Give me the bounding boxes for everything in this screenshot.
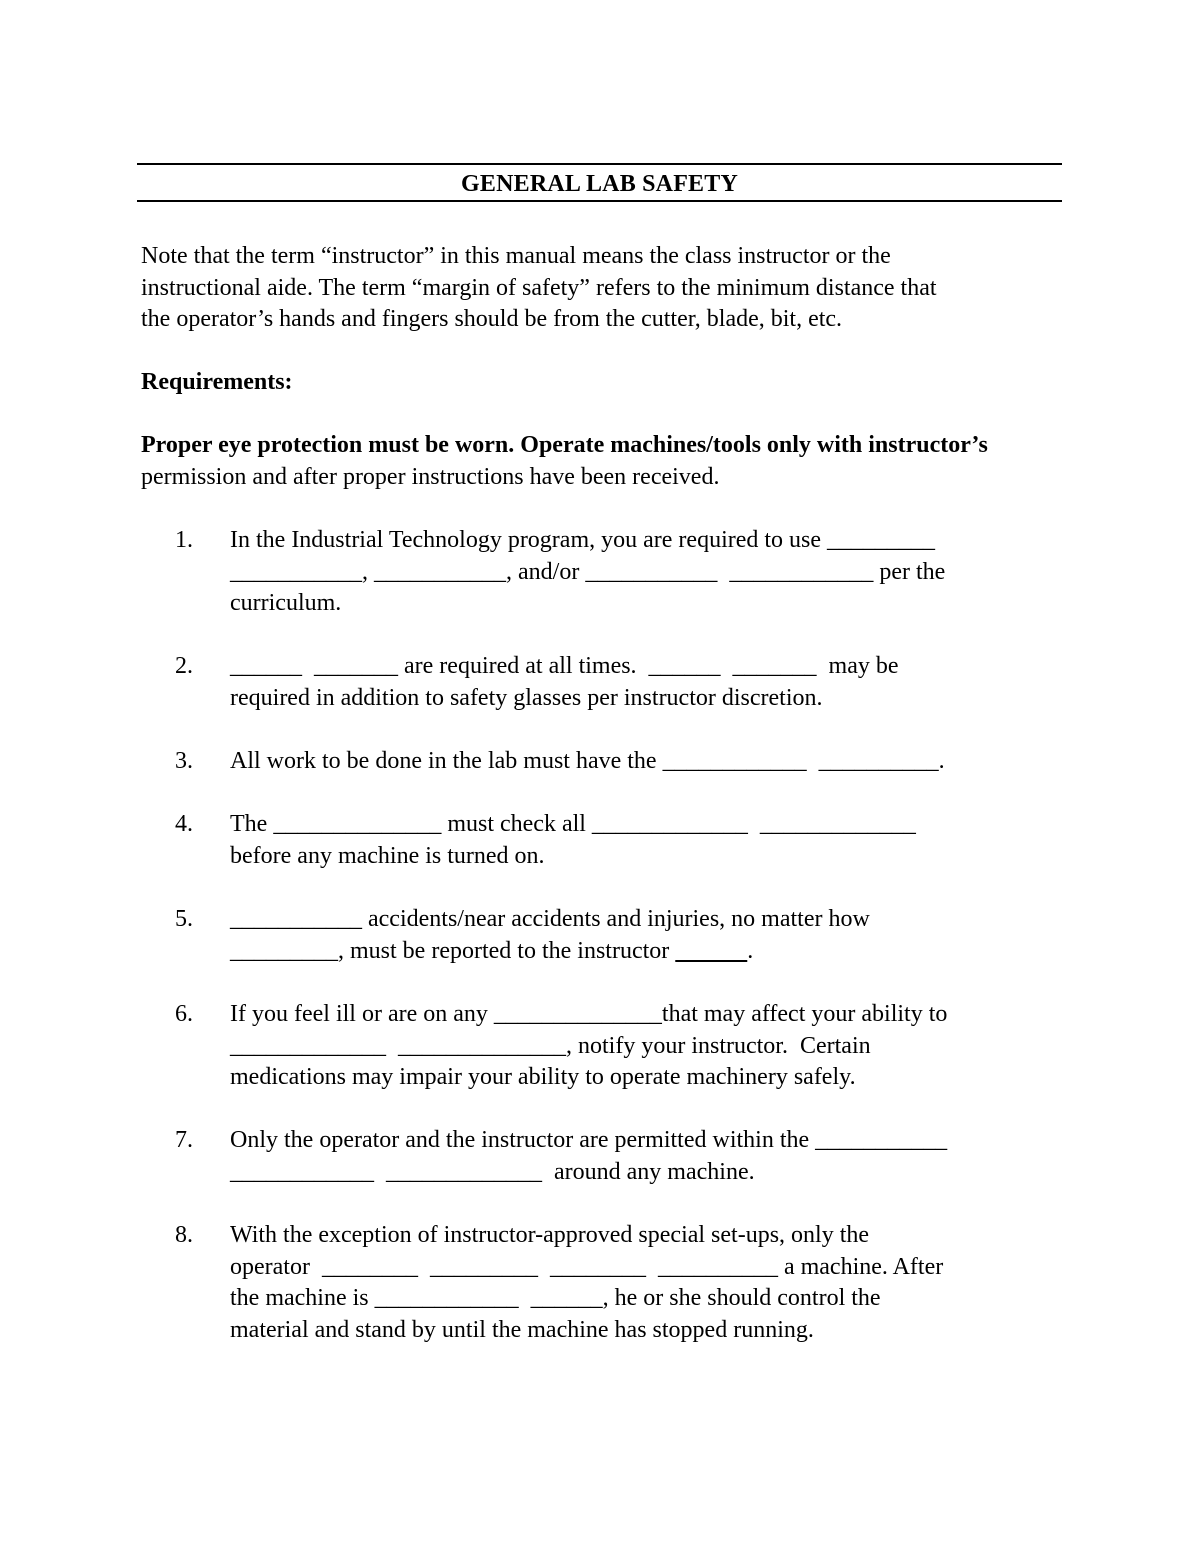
item-text bbox=[230, 999, 1060, 1094]
item-line: ___________, ___________, and/or ___________ ____________ per the bbox=[230, 558, 946, 585]
item-line: the machine is ____________ ______, he or she should control the bbox=[230, 1285, 881, 1311]
intro-paragraph bbox=[141, 241, 1066, 336]
item-line: medications may impair your ability to operate machinery safely. bbox=[230, 1064, 856, 1090]
intro-line: Note that the term “instructor” in this manual means the class instructor or the bbox=[141, 243, 891, 269]
item-text bbox=[230, 525, 1060, 620]
item-line-text: _________, must be reported to the instructor bbox=[230, 937, 676, 964]
item-text bbox=[230, 904, 1060, 967]
item-line-with-blank bbox=[230, 936, 1060, 968]
page-title: GENERAL LAB SAFETY bbox=[461, 171, 738, 197]
requirements-heading: Requirements: bbox=[141, 369, 293, 395]
item-number: 1. bbox=[175, 527, 193, 553]
item-line: In the Industrial Technology program, you are required to use _________ bbox=[230, 527, 936, 553]
item-line: ___________ accidents/near accidents and injuries, no matter how bbox=[230, 906, 870, 932]
item-text bbox=[230, 809, 1060, 872]
item-line: The ______________ must check all _____________ _____________ bbox=[230, 811, 916, 837]
item-line: operator ________ _________ ________ __________ a machine. After bbox=[230, 1253, 944, 1280]
underlined-blank bbox=[675, 938, 747, 964]
title-bottom-rule bbox=[137, 200, 1062, 202]
item-number: 8. bbox=[175, 1222, 193, 1248]
item-line: required in addition to safety glasses per instructor discretion. bbox=[230, 684, 823, 711]
item-line: With the exception of instructor-approved special set-ups, only the bbox=[230, 1222, 870, 1248]
item-line: before any machine is turned on. bbox=[230, 842, 545, 869]
item-number: 2. bbox=[175, 653, 193, 679]
item-text bbox=[230, 1125, 1060, 1188]
item-line-end: . bbox=[747, 937, 754, 964]
title-top-rule bbox=[137, 163, 1062, 165]
item-line: If you feel ill or are on any ______________that may affect your ability to bbox=[230, 1001, 948, 1027]
item-number: 5. bbox=[175, 906, 193, 932]
requirements-normal-text: permission and after proper instructions have been received. bbox=[141, 463, 720, 490]
requirements-paragraph bbox=[141, 430, 1066, 493]
item-line: curriculum. bbox=[230, 590, 342, 616]
intro-line: instructional aide. The term “margin of safety” refers to the minimum distance that bbox=[141, 274, 937, 301]
item-line: material and stand by until the machine has stopped running. bbox=[230, 1316, 814, 1343]
item-number: 7. bbox=[175, 1127, 193, 1153]
item-number: 3. bbox=[175, 748, 193, 774]
item-line: _____________ ______________, notify your instructor. Certain bbox=[230, 1032, 871, 1059]
item-line: All work to be done in the lab must have the ____________ __________. bbox=[230, 748, 945, 774]
item-number: 6. bbox=[175, 1001, 193, 1027]
item-line: ____________ _____________ around any machine. bbox=[230, 1158, 755, 1185]
intro-line: the operator’s hands and fingers should be from the cutter, blade, bit, etc. bbox=[141, 306, 843, 332]
item-text bbox=[230, 746, 1060, 778]
item-line: Only the operator and the instructor are permitted within the ___________ bbox=[230, 1127, 948, 1153]
item-number: 4. bbox=[175, 811, 193, 837]
requirements-bold-text: Proper eye protection must be worn. Operate machines/tools only with instructor’s bbox=[141, 432, 988, 458]
item-line: ______ _______ are required at all times. ______ _______ may be bbox=[230, 653, 899, 679]
item-text bbox=[230, 1220, 1060, 1346]
item-text bbox=[230, 651, 1060, 714]
